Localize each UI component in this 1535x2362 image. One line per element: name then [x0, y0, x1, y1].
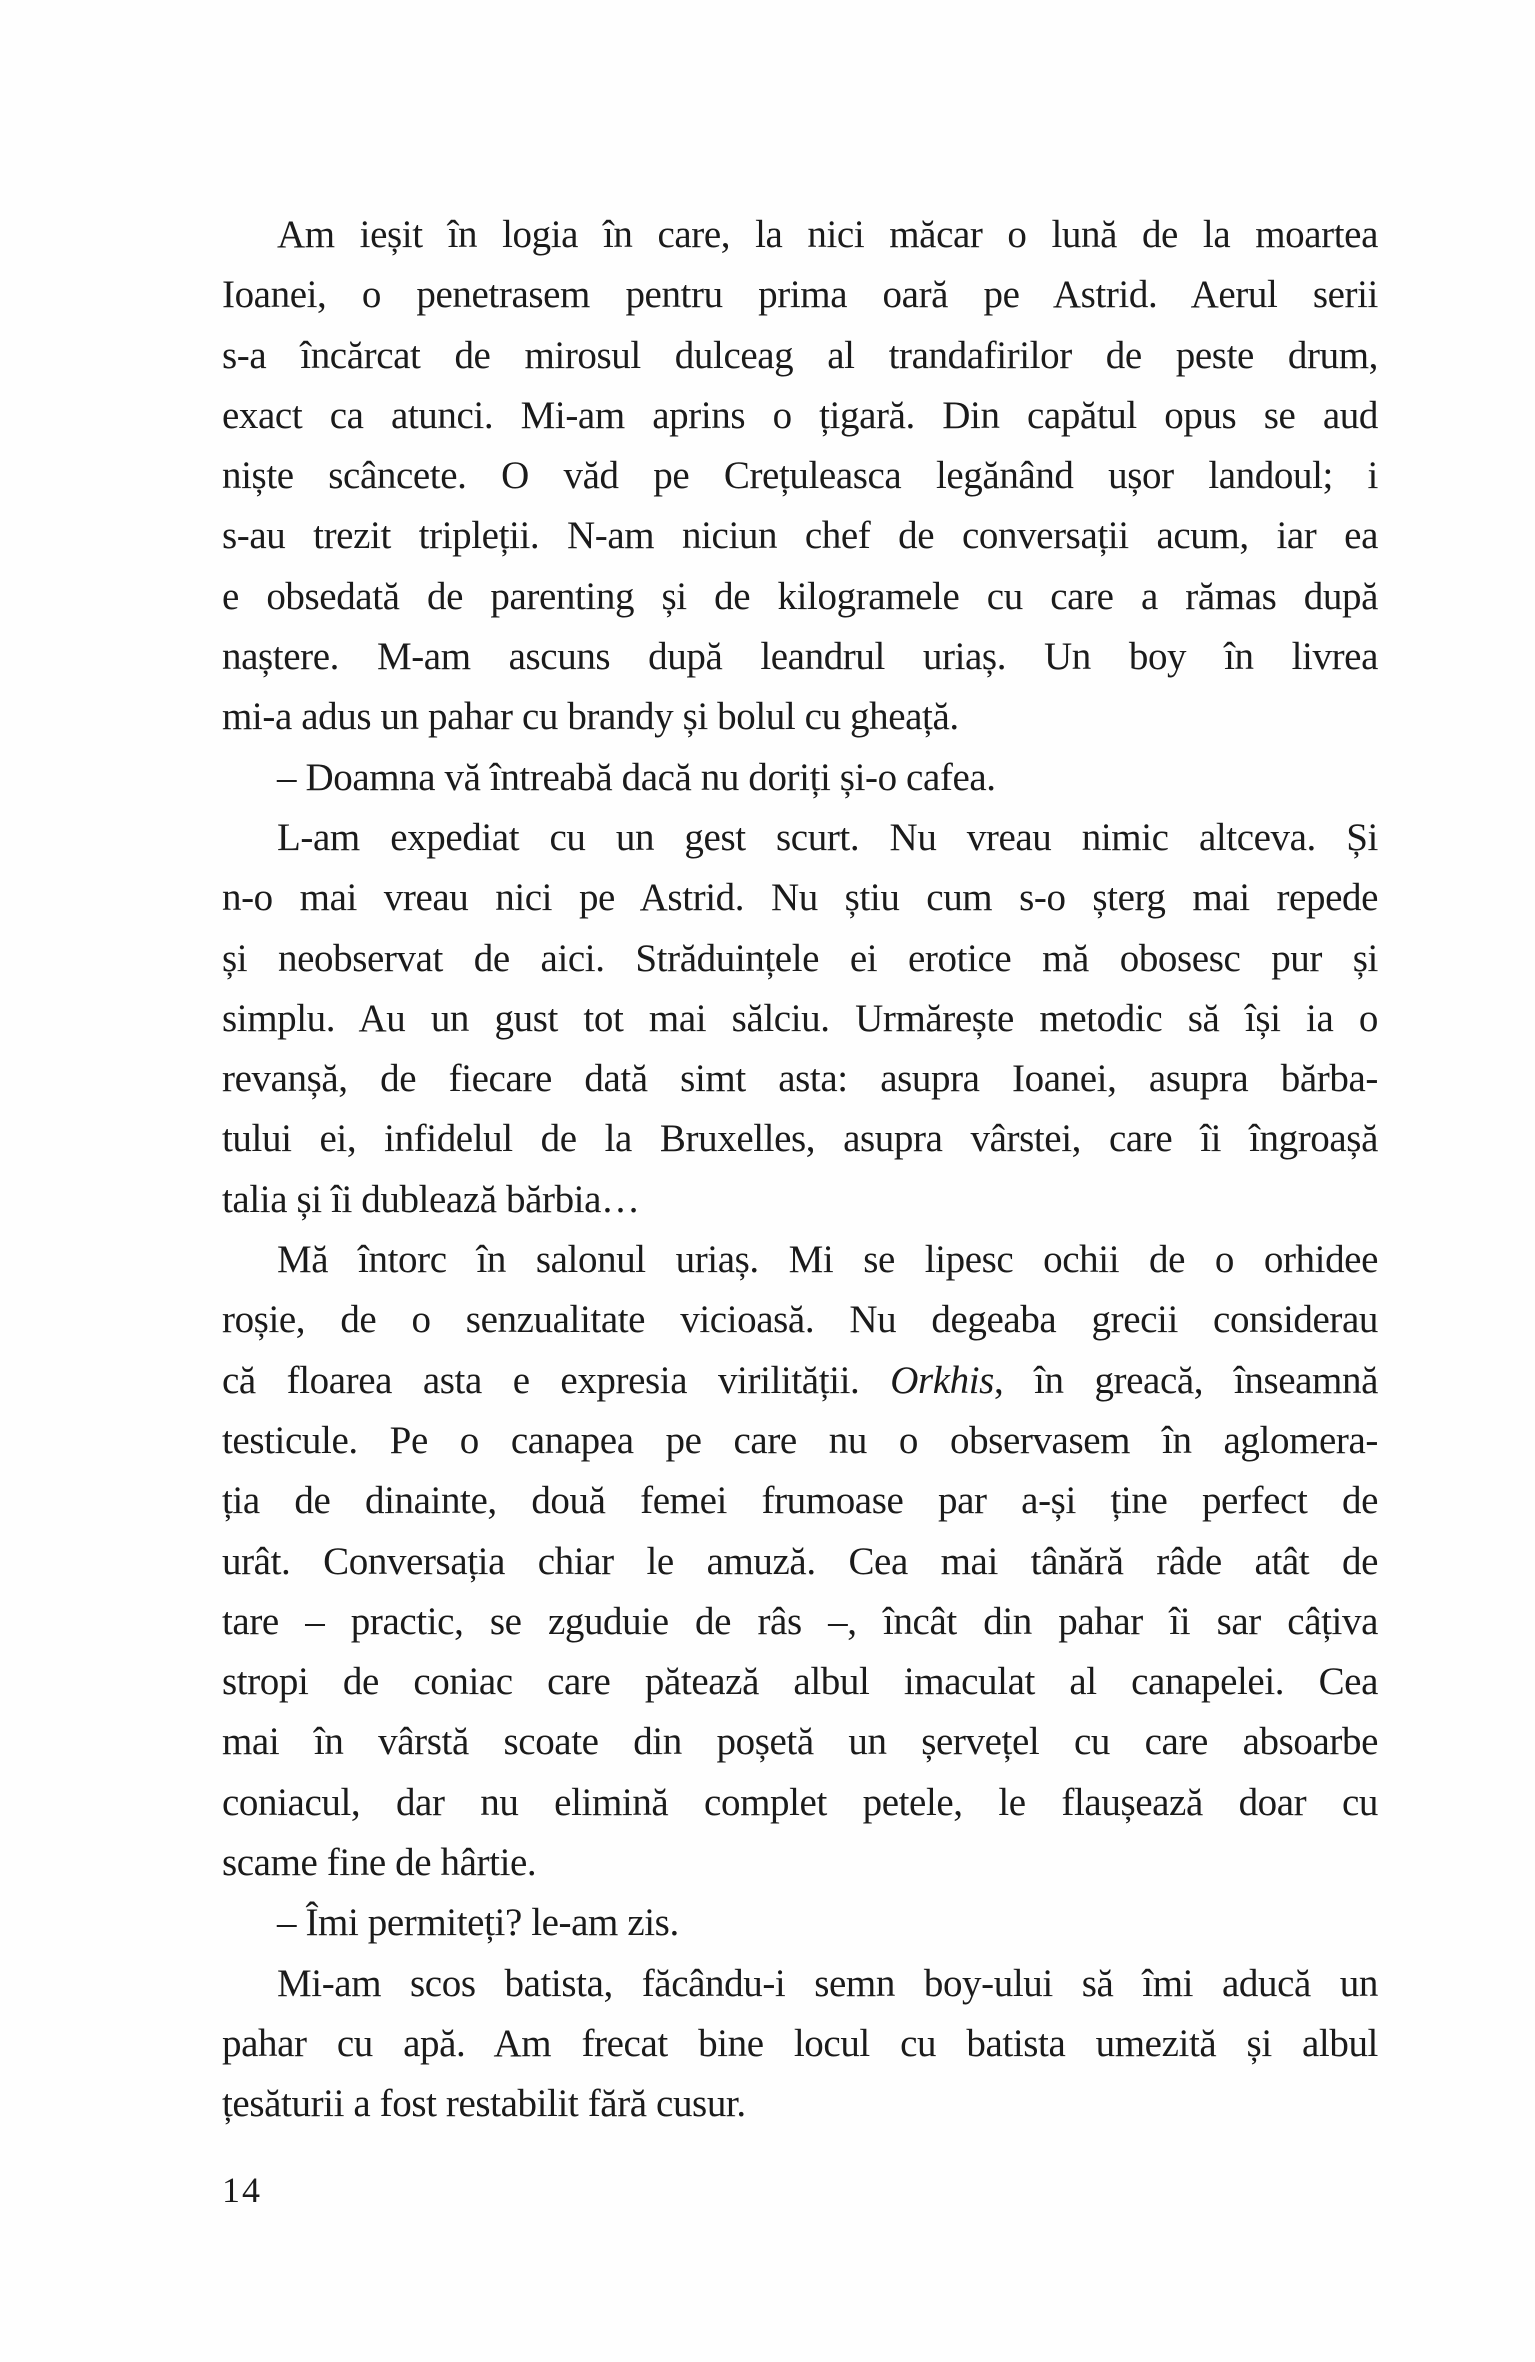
- text-segment: exact ca atunci. Mi-am aprins o țigară. Din capătul opus se aud: [222, 393, 1378, 437]
- text-line: [222, 1170, 1378, 1230]
- italic-text-segment: Orkhis: [890, 1358, 994, 1402]
- text-segment: testicule. Pe o canapea pe care nu o observasem în aglomera-: [222, 1418, 1378, 1462]
- text-line: [222, 1773, 1378, 1833]
- text-line: [222, 326, 1378, 386]
- text-block: [222, 205, 1378, 2135]
- text-segment: Am ieșit în logia în care, la nici măcar o lună de la moartea: [277, 213, 1378, 256]
- text-segment: coniacul, dar nu elimină complet petele, le flaușează doar cu: [222, 1780, 1378, 1824]
- text-segment: – Doamna vă întreabă dacă nu doriți și-o cafea.: [277, 755, 996, 799]
- text-segment: n-o mai vreau nici pe Astrid. Nu știu cum s-o șterg mai repede: [222, 876, 1378, 920]
- text-segment: scame fine de hârtie.: [222, 1841, 537, 1885]
- text-segment: naștere. M-am ascuns după leandrul uriaș. Un boy în livrea: [222, 635, 1378, 679]
- text-segment: – Îmi permiteți? le-am zis.: [277, 1901, 679, 1945]
- text-segment: revanșă, de fiecare dată simt asta: asupra Ioanei, asupra bărba-: [222, 1057, 1378, 1101]
- text-line: [222, 687, 1378, 747]
- text-line: [222, 386, 1378, 446]
- text-segment: s-a încărcat de mirosul dulceag al trandafirilor de peste drum,: [222, 333, 1378, 377]
- text-line: [222, 627, 1378, 687]
- text-line: [222, 868, 1378, 928]
- text-line: [222, 1652, 1378, 1712]
- text-segment: mai în vârstă scoate din poșetă un șervețel cu care absoarbe: [222, 1720, 1378, 1764]
- text-segment: Ioanei, o penetrasem pentru prima oară pe Astrid. Aerul serii: [222, 273, 1378, 317]
- text-line: [222, 1833, 1378, 1893]
- text-segment: Mă întorc în salonul uriaș. Mi se lipesc ochii de o orhidee: [277, 1238, 1378, 1282]
- text-segment: tului ei, infidelul de la Bruxelles, asupra vârstei, care îi îngroașă: [222, 1117, 1378, 1161]
- text-segment: ția de dinainte, două femei frumoase par a-și ține perfect de: [222, 1479, 1378, 1523]
- text-line: [222, 2074, 1378, 2134]
- text-segment: s-au trezit tripleții. N-am niciun chef de conversații acum, iar ea: [222, 514, 1378, 558]
- text-line: [222, 1954, 1378, 2014]
- text-line: [222, 1049, 1378, 1109]
- text-line: [222, 1290, 1378, 1350]
- text-line: [222, 1351, 1378, 1411]
- text-segment: e obsedată de parenting și de kilogramele cu care a rămas după: [222, 574, 1378, 618]
- dialogue-line: [222, 1893, 1378, 1953]
- text-line: [222, 1109, 1378, 1169]
- text-segment: țesăturii a fost restabilit fără cusur.: [222, 2082, 746, 2126]
- text-line: [222, 1532, 1378, 1592]
- text-line: [222, 1230, 1378, 1290]
- text-line: [222, 1471, 1378, 1531]
- text-segment: stropi de coniac care pătează albul imaculat al canapelei. Cea: [222, 1660, 1378, 1704]
- text-line: [222, 1712, 1378, 1772]
- text-segment: tare – practic, se zguduie de râs –, încât din pahar îi sar câțiva: [222, 1599, 1378, 1643]
- text-segment: Mi-am scos batista, făcându-i semn boy-ului să îmi aducă un: [277, 1961, 1378, 2005]
- text-line: [222, 808, 1378, 868]
- text-line: [222, 2014, 1378, 2074]
- text-segment: și neobservat de aici. Străduințele ei erotice mă obosesc pur și: [222, 936, 1378, 980]
- text-segment: mi-a adus un pahar cu brandy și bolul cu gheață.: [222, 695, 959, 739]
- text-segment: urât. Conversația chiar le amuză. Cea mai tânără râde atât de: [222, 1539, 1378, 1583]
- text-segment: L-am expediat cu un gest scurt. Nu vreau nimic altceva. Și: [277, 815, 1378, 859]
- text-line: [222, 929, 1378, 989]
- text-line: [222, 1411, 1378, 1471]
- text-line: [222, 1592, 1378, 1652]
- text-segment: simplu. Au un gust tot mai sălciu. Urmărește metodic să își ia o: [222, 996, 1378, 1040]
- text-line: [222, 446, 1378, 506]
- text-segment: talia și îi dublează bărbia…: [222, 1177, 640, 1221]
- dialogue-line: [222, 748, 1378, 808]
- text-line: [222, 205, 1378, 265]
- text-line: [222, 506, 1378, 566]
- text-line: [222, 265, 1378, 325]
- text-segment: pahar cu apă. Am frecat bine locul cu batista umezită și albul: [222, 2021, 1378, 2065]
- page-number: 14: [222, 2170, 262, 2210]
- text-line: [222, 567, 1378, 627]
- text-segment: , în greacă, înseamnă: [993, 1358, 1378, 1402]
- text-segment: că floarea asta e expresia virilității.: [222, 1358, 891, 1402]
- text-segment: roșie, de o senzualitate vicioasă. Nu degeaba grecii considerau: [222, 1298, 1378, 1342]
- text-segment: niște scâncete. O văd pe Crețuleasca legănând ușor landoul; i: [222, 454, 1378, 498]
- text-line: [222, 989, 1378, 1049]
